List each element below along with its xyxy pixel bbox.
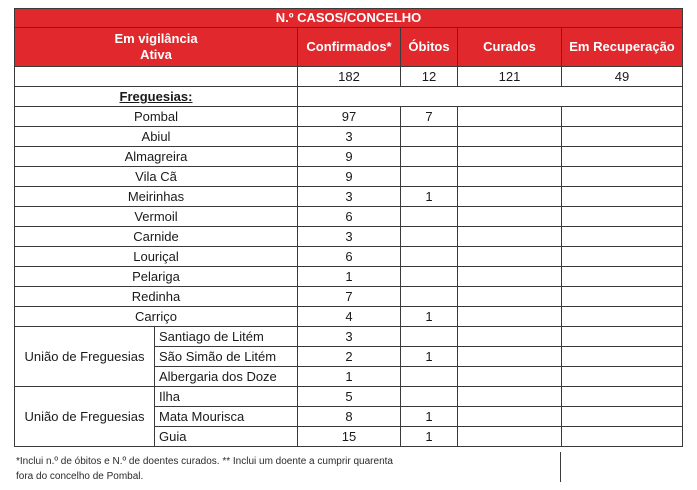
curados-cell xyxy=(458,147,562,167)
curados-cell xyxy=(458,247,562,267)
obitos-cell: 1 xyxy=(401,347,458,367)
recuperacao-cell xyxy=(562,367,683,387)
confirmados-cell: 3 xyxy=(298,327,401,347)
uniao-member-name: Ilha xyxy=(155,387,298,407)
confirmados-cell: 6 xyxy=(298,207,401,227)
curados-cell xyxy=(458,127,562,147)
footer-divider xyxy=(560,452,561,482)
confirmados-cell: 3 xyxy=(298,127,401,147)
curados-cell xyxy=(458,387,562,407)
recuperacao-cell xyxy=(562,327,683,347)
recuperacao-cell xyxy=(562,287,683,307)
curados-cell xyxy=(458,427,562,447)
obitos-cell xyxy=(401,207,458,227)
confirmados-cell: 7 xyxy=(298,287,401,307)
obitos-cell: 1 xyxy=(401,427,458,447)
freguesias-label-blank xyxy=(298,87,683,107)
confirmados-cell: 4 xyxy=(298,307,401,327)
confirmados-cell: 9 xyxy=(298,147,401,167)
confirmados-cell: 8 xyxy=(298,407,401,427)
header-row xyxy=(15,28,683,67)
header-vigilancia-line1: Em vigilância xyxy=(114,31,198,46)
obitos-cell: 7 xyxy=(401,107,458,127)
header-recuperacao: Em Recuperação xyxy=(562,28,683,67)
obitos-cell xyxy=(401,367,458,387)
header-curados: Curados xyxy=(458,28,562,67)
uniao-member-name: São Simão de Litém xyxy=(155,347,298,367)
table-row xyxy=(15,147,683,167)
recuperacao-cell xyxy=(562,407,683,427)
table-row xyxy=(15,187,683,207)
table-row xyxy=(15,167,683,187)
obitos-cell xyxy=(401,147,458,167)
curados-cell xyxy=(458,187,562,207)
curados-cell xyxy=(458,207,562,227)
table-row xyxy=(15,387,683,407)
curados-cell xyxy=(458,347,562,367)
obitos-cell xyxy=(401,327,458,347)
confirmados-cell: 97 xyxy=(298,107,401,127)
freguesia-name: Almagreira xyxy=(15,147,298,167)
freguesia-name: Pombal xyxy=(15,107,298,127)
header-obitos: Óbitos xyxy=(401,28,458,67)
freguesia-name: Meirinhas xyxy=(15,187,298,207)
totals-row xyxy=(15,67,683,87)
recuperacao-cell xyxy=(562,247,683,267)
table-row xyxy=(15,207,683,227)
uniao-member-name: Guia xyxy=(155,427,298,447)
obitos-cell xyxy=(401,127,458,147)
uniao-member-name: Mata Mourisca xyxy=(155,407,298,427)
table-row xyxy=(15,287,683,307)
footnote-line2: fora do concelho de Pombal. xyxy=(16,471,144,482)
header-vigilancia-line2: Ativa xyxy=(140,47,172,62)
curados-cell xyxy=(458,107,562,127)
recuperacao-cell xyxy=(562,127,683,147)
recuperacao-cell xyxy=(562,307,683,327)
confirmados-cell: 1 xyxy=(298,267,401,287)
freguesia-name: Pelariga xyxy=(15,267,298,287)
table-title: N.º CASOS/CONCELHO xyxy=(15,9,683,28)
recuperacao-cell xyxy=(562,147,683,167)
freguesias-label-cell xyxy=(15,87,298,107)
curados-cell xyxy=(458,407,562,427)
recuperacao-cell xyxy=(562,267,683,287)
freguesia-name: Louriçal xyxy=(15,247,298,267)
footnote xyxy=(16,454,556,484)
freguesia-name: Abiul xyxy=(15,127,298,147)
freguesias-label: Freguesias: xyxy=(119,89,193,104)
recuperacao-cell xyxy=(562,107,683,127)
confirmados-cell: 15 xyxy=(298,427,401,447)
freguesia-name: Vermoil xyxy=(15,207,298,227)
obitos-cell xyxy=(401,167,458,187)
total-obitos: 12 xyxy=(401,67,458,87)
total-curados: 121 xyxy=(458,67,562,87)
curados-cell xyxy=(458,367,562,387)
recuperacao-cell xyxy=(562,227,683,247)
freguesia-name: Redinha xyxy=(15,287,298,307)
obitos-cell xyxy=(401,247,458,267)
recuperacao-cell xyxy=(562,187,683,207)
total-recuperacao: 49 xyxy=(562,67,683,87)
curados-cell xyxy=(458,287,562,307)
confirmados-cell: 6 xyxy=(298,247,401,267)
obitos-cell: 1 xyxy=(401,407,458,427)
curados-cell xyxy=(458,327,562,347)
title-row xyxy=(15,9,683,28)
curados-cell xyxy=(458,227,562,247)
header-confirmados: Confirmados* xyxy=(298,28,401,67)
table-row xyxy=(15,307,683,327)
table-row xyxy=(15,247,683,267)
confirmados-cell: 2 xyxy=(298,347,401,367)
confirmados-cell: 3 xyxy=(298,187,401,207)
table-row xyxy=(15,227,683,247)
recuperacao-cell xyxy=(562,207,683,227)
cases-table xyxy=(14,8,683,447)
obitos-cell xyxy=(401,387,458,407)
total-confirmados: 182 xyxy=(298,67,401,87)
curados-cell xyxy=(458,267,562,287)
obitos-cell xyxy=(401,227,458,247)
uniao-label: União de Freguesias xyxy=(15,387,155,447)
obitos-cell xyxy=(401,267,458,287)
confirmados-cell: 9 xyxy=(298,167,401,187)
obitos-cell: 1 xyxy=(401,307,458,327)
confirmados-cell: 3 xyxy=(298,227,401,247)
recuperacao-cell xyxy=(562,167,683,187)
freguesia-name: Carriço xyxy=(15,307,298,327)
recuperacao-cell xyxy=(562,347,683,367)
footnote-line1: *Inclui n.º de óbitos e N.º de doentes curados. ** Inclui um doente a cumprir quarenta xyxy=(16,456,393,467)
table-row xyxy=(15,127,683,147)
freguesias-label-row xyxy=(15,87,683,107)
confirmados-cell: 5 xyxy=(298,387,401,407)
obitos-cell xyxy=(401,287,458,307)
uniao-member-name: Albergaria dos Doze xyxy=(155,367,298,387)
curados-cell xyxy=(458,307,562,327)
totals-blank xyxy=(15,67,298,87)
obitos-cell: 1 xyxy=(401,187,458,207)
uniao-label: União de Freguesias xyxy=(15,327,155,387)
curados-cell xyxy=(458,167,562,187)
freguesia-name: Carnide xyxy=(15,227,298,247)
confirmados-cell: 1 xyxy=(298,367,401,387)
recuperacao-cell xyxy=(562,387,683,407)
table-row xyxy=(15,327,683,347)
table-row xyxy=(15,107,683,127)
header-vigilancia xyxy=(15,28,298,67)
recuperacao-cell xyxy=(562,427,683,447)
table-row xyxy=(15,267,683,287)
uniao-member-name: Santiago de Litém xyxy=(155,327,298,347)
freguesia-name: Vila Cã xyxy=(15,167,298,187)
